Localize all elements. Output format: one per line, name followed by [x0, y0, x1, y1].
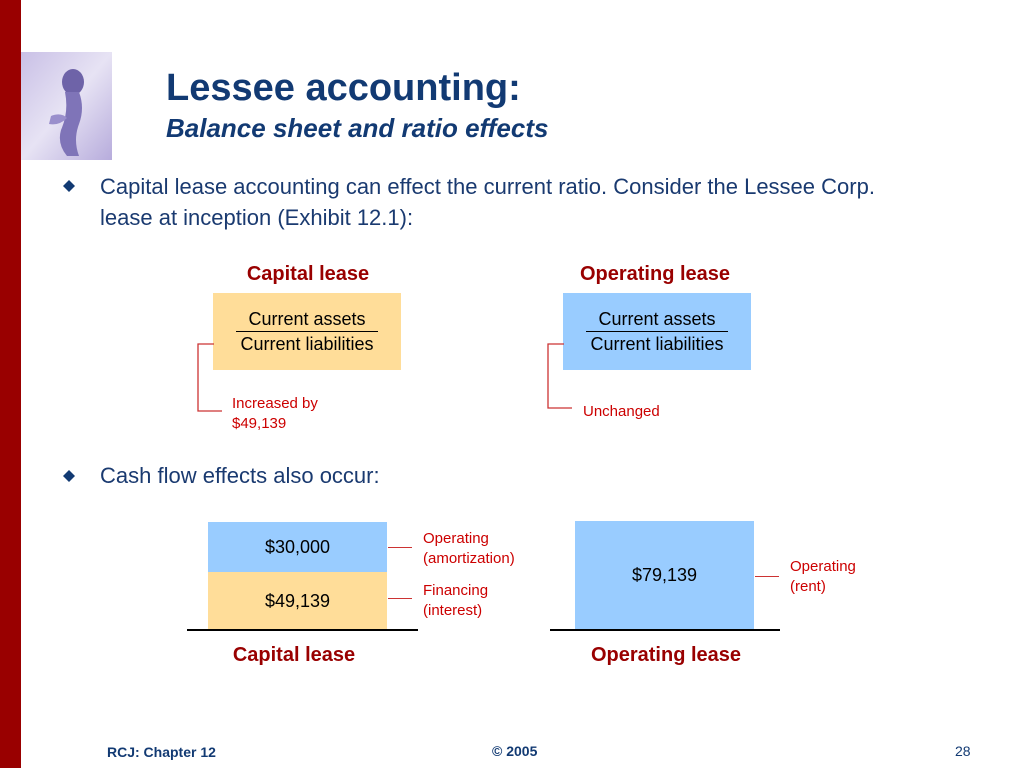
- diamond-bullet-icon: [63, 179, 75, 191]
- capital-financing-cashflow-block: $49,139: [208, 572, 387, 630]
- operating-baseline: [550, 629, 780, 631]
- footer-chapter: RCJ: Chapter 12: [107, 744, 216, 760]
- capital-ratio-bracket: [190, 340, 230, 415]
- financing-interest-label-line2: (interest): [423, 602, 483, 619]
- operating-amortization-label-line1: Operating: [423, 530, 489, 547]
- capital-bottom-leader-line: [388, 598, 412, 599]
- operating-current-ratio-box: [563, 293, 751, 370]
- capital-current-ratio-box: [213, 293, 401, 370]
- financing-interest-label-line1: Financing: [423, 582, 489, 599]
- operating-rent-label-line1: Operating: [790, 558, 856, 575]
- operating-lease-caption: Operating lease: [590, 644, 742, 666]
- slide-title: Lessee accounting:: [166, 67, 521, 109]
- capital-baseline: [187, 629, 418, 631]
- capital-lease-caption: Capital lease: [232, 644, 356, 666]
- operating-leader-line: [755, 576, 779, 577]
- bullet-text: Cash flow effects also occur:: [100, 463, 380, 488]
- current-liabilities-label: Current liabilities: [590, 333, 724, 354]
- diamond-bullet-icon: [63, 469, 75, 481]
- capital-ratio-note-line2: $49,139: [232, 415, 287, 432]
- capital-lease-heading: Capital lease: [246, 263, 370, 285]
- current-liabilities-label: Current liabilities: [240, 333, 374, 354]
- operating-lease-heading: Operating lease: [579, 263, 731, 285]
- page-number: 28: [955, 743, 971, 759]
- current-assets-label: Current assets: [236, 308, 377, 332]
- logo-image: [21, 52, 112, 160]
- operating-amortization-label-line2: (amortization): [423, 550, 515, 567]
- current-assets-label: Current assets: [586, 308, 727, 332]
- slide-subtitle: Balance sheet and ratio effects: [166, 113, 549, 143]
- capital-ratio-note-line1: Increased by: [232, 395, 318, 412]
- operating-rent-cashflow-block: $79,139: [575, 521, 754, 630]
- bullet-text: Capital lease accounting can effect the current ratio. Consider the Lessee Corp. lease at inception (Exhibit 12.1):: [100, 174, 875, 230]
- operating-rent-label-line2: (rent): [790, 578, 826, 595]
- capital-operating-cashflow-block: $30,000: [208, 522, 387, 572]
- footer-copyright: © 2005: [492, 743, 538, 759]
- operating-ratio-bracket: [540, 340, 580, 415]
- left-accent-bar: [0, 0, 21, 768]
- capital-top-leader-line: [388, 547, 412, 548]
- operating-ratio-note: Unchanged: [583, 403, 660, 420]
